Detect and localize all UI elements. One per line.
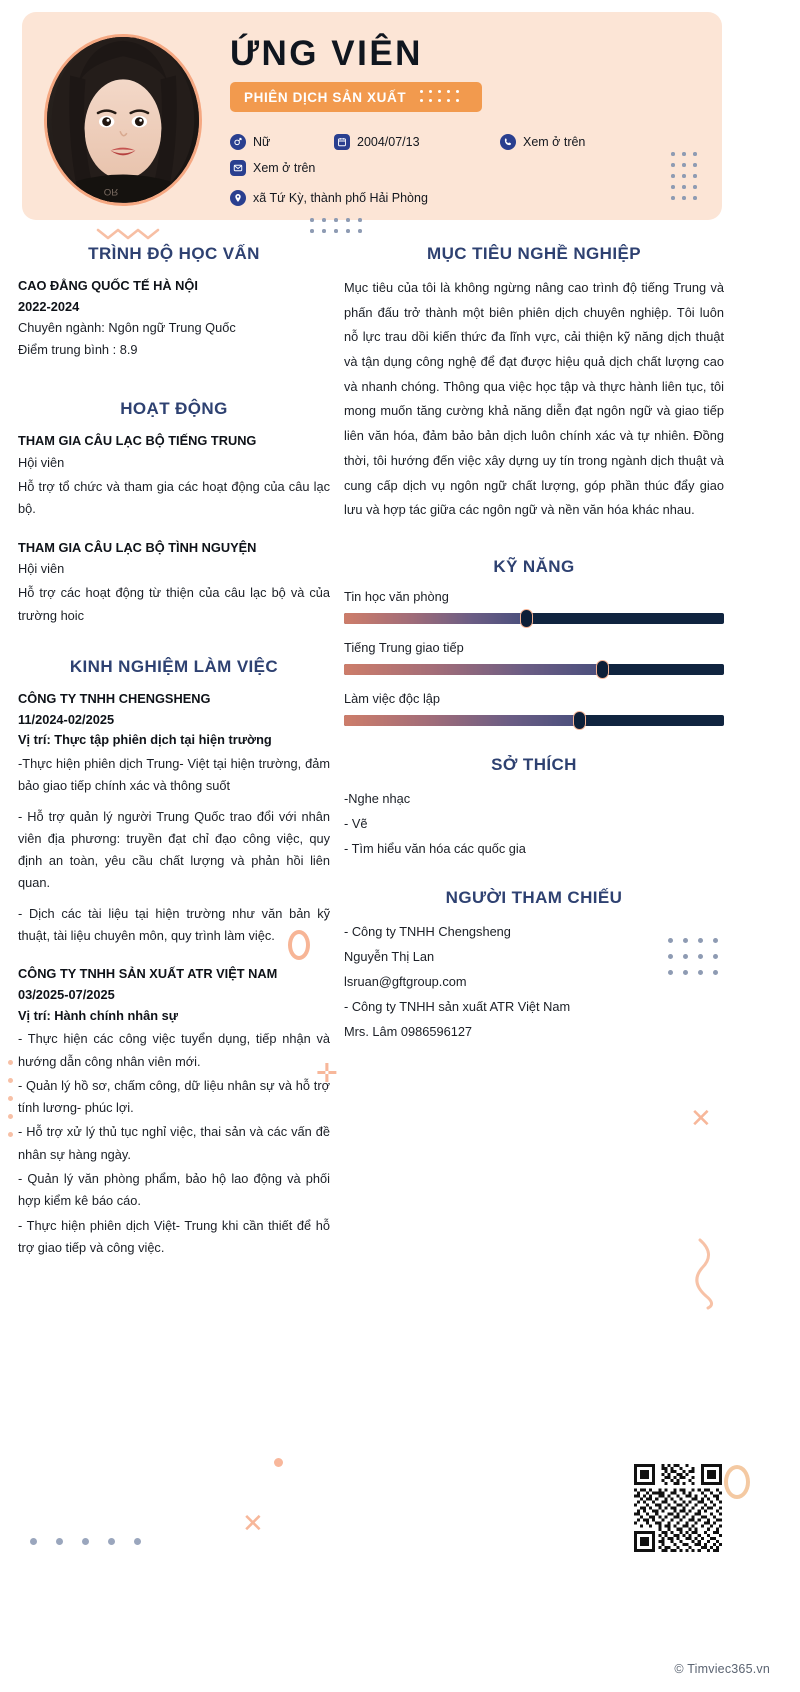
section-title-skills: KỸ NĂNG — [493, 556, 575, 576]
skill-label: Tin học văn phòng — [344, 588, 449, 604]
skill-fill — [344, 613, 526, 624]
experience-bullet: - Quản lý hồ sơ, chấm công, dữ liệu nhân sự và hỗ trợ tính lương- phúc lợi. — [18, 1077, 330, 1116]
svg-text:ЯO: ЯO — [103, 185, 119, 197]
activity-desc: Hỗ trợ các hoạt động từ thiện của câu lạc bộ và của trường hoic — [18, 585, 330, 623]
x-decoration-icon: ✕ — [242, 1508, 264, 1538]
circle-decoration-icon — [724, 1465, 750, 1499]
reference-line: Mrs. Lâm 0986596127 — [344, 1023, 473, 1039]
contact-birthday — [334, 134, 420, 150]
experience-bullet: - Quản lý văn phòng phẩm, bảo hộ lao động và phối hợp kiểm kê báo cáo. — [18, 1170, 330, 1209]
experience-bullet: - Hỗ trợ xử lý thủ tục nghỉ việc, thai sản và các vấn đề nhân sự hàng ngày. — [18, 1124, 330, 1162]
section-title-hobbies: SỞ THÍCH — [491, 754, 577, 774]
hobby-item: - Tìm hiểu văn hóa các quốc gia — [344, 840, 526, 856]
dots-decoration-icon — [30, 1538, 141, 1545]
activity-role: Hội viên — [18, 455, 65, 471]
objective-text: Mục tiêu của tôi là không ngừng nâng cao trình độ tiếng Trung và phấn đấu trở thành một biên phiên dịch chuyên nghiệp. Tôi luôn nỗ lực trau dồi kiến thức đa lĩnh vực, cải thiện kỹ năng dịch thuật và tận dụng công nghệ để đạt được hiệu quả dịch chất lượng cao và nhanh chóng. Thông qua việc học tập và thực hành liên tục, tôi mong muốn tăng cường khả năng diễn đạt ngôn ngữ và giao tiếp liên văn hóa, đảm bảo bản dịch luôn chính xác và tự nhiên. Đồng thời, tôi hướng đến việc xây dựng uy tín trong ngành dịch thuật và cung cấp dịch vụ ngôn ngữ chất lượng, góp phần thúc đẩy giao lưu và hợp tác giữa các ngôn ngữ và nền văn hóa khác nhau. — [344, 280, 724, 518]
skill-slider[interactable] — [344, 664, 724, 675]
page-title: ỨNG VIÊN — [230, 34, 423, 73]
dots-decoration-icon — [8, 1060, 13, 1137]
education-entry — [18, 276, 330, 361]
section-title-education: TRÌNH ĐỘ HỌC VẤN — [88, 244, 260, 263]
header-card — [22, 12, 722, 220]
footer-credit: © Timviec365.vn — [674, 1662, 770, 1676]
education-gpa: Điểm trung bình : 8.9 — [18, 342, 138, 358]
experience-position: Vị trí: Hành chính nhân sự — [18, 1007, 178, 1023]
location-pin-icon — [230, 190, 246, 206]
skill-handle[interactable] — [573, 711, 586, 730]
reference-line: lsruan@gftgroup.com — [344, 973, 467, 989]
experience-item — [18, 964, 330, 1259]
reference-line: Nguyễn Thị Lan — [344, 948, 435, 964]
education-school: CAO ĐẲNG QUỐC TẾ HÀ NỘI — [18, 278, 198, 293]
activity-name: THAM GIA CÂU LẠC BỘ TIẾNG TRUNG — [18, 433, 257, 449]
hobby-item: -Nghe nhạc — [344, 790, 411, 806]
email-value: Xem ở trên — [253, 161, 316, 175]
experience-company: CÔNG TY TNHH SẢN XUẤT ATR VIỆT NAM — [18, 966, 278, 982]
gender-icon — [230, 134, 246, 150]
education-major: Chuyên ngành: Ngôn ngữ Trung Quốc — [18, 320, 236, 336]
section-title-activities: HOẠT ĐỘNG — [120, 399, 228, 419]
reference-line: - Công ty TNHH sản xuất ATR Việt Nam — [344, 998, 571, 1014]
skill-handle[interactable] — [520, 609, 533, 628]
activity-name: THAM GIA CÂU LẠC BỘ TÌNH NGUYỆN — [18, 539, 257, 555]
skill-fill — [344, 715, 580, 726]
wave-decoration-icon — [692, 1238, 724, 1310]
skill-item — [344, 589, 724, 624]
right-column — [344, 244, 724, 1045]
avatar — [44, 34, 202, 206]
experience-position: Vị trí: Thực tập phiên dịch tại hiện trường — [18, 732, 272, 748]
experience-period: 11/2024-02/2025 — [18, 711, 115, 727]
left-column — [18, 244, 330, 1263]
experience-bullet: - Dịch các tài liệu tại hiện trường như văn bản kỹ thuật, tài liệu chuyên môn, quy trình làm việc. — [18, 905, 330, 943]
experience-bullet: - Thực hiện phiên dịch Việt- Trung khi cần thiết để hỗ trợ giao tiếp và công việc. — [18, 1217, 330, 1255]
activity-desc: Hỗ trợ tổ chức và tham gia các hoạt động của câu lạc bộ. — [18, 479, 330, 517]
skill-slider[interactable] — [344, 613, 724, 624]
hobby-item: - Vẽ — [344, 815, 368, 831]
skill-label: Tiếng Trung giao tiếp — [344, 639, 464, 655]
badge-dots-icon — [420, 90, 462, 105]
activity-item — [18, 431, 330, 520]
gender-value: Nữ — [253, 135, 271, 149]
skill-label: Làm việc độc lập — [344, 690, 441, 706]
skill-item — [344, 691, 724, 726]
x-decoration-icon: ✕ — [690, 1103, 712, 1133]
contact-email[interactable] — [230, 160, 315, 176]
contact-phone[interactable] — [500, 134, 585, 150]
skill-slider[interactable] — [344, 715, 724, 726]
contact-address — [230, 190, 428, 206]
experience-bullet: - Hỗ trợ quản lý người Trung Quốc trao đổi với nhân viên địa phương: truyền đạt chỉ đạo công việc, quy định an toàn, yêu cầu chất lượng và phản hồi liên quan. — [18, 808, 330, 891]
address-value: xã Tứ Kỳ, thành phố Hải Phòng — [253, 191, 428, 205]
phone-icon — [500, 134, 516, 150]
skill-item — [344, 640, 724, 675]
phone-value: Xem ở trên — [523, 135, 586, 149]
calendar-icon — [334, 134, 350, 150]
qr-code-image — [634, 1464, 722, 1552]
education-years: 2022-2024 — [18, 298, 80, 314]
skill-handle[interactable] — [596, 660, 609, 679]
experience-period: 03/2025-07/2025 — [18, 986, 115, 1002]
section-title-references: NGƯỜI THAM CHIẾU — [445, 887, 623, 907]
plus-decoration-icon: ✛ — [316, 1058, 338, 1088]
reference-line: - Công ty TNHH Chengsheng — [344, 923, 511, 939]
activity-role: Hội viên — [18, 561, 65, 577]
experience-company: CÔNG TY TNHH CHENGSHENG — [18, 690, 211, 706]
experience-bullet: - Thực hiện các công việc tuyển dụng, tiếp nhận và hướng dẫn công nhân viên mới. — [18, 1031, 330, 1069]
activity-item — [18, 538, 330, 627]
zigzag-decoration-icon — [96, 226, 162, 242]
envelope-icon — [230, 160, 246, 176]
dot-decoration-icon — [274, 1458, 283, 1467]
avatar-photo — [47, 37, 199, 202]
qr-code[interactable] — [634, 1464, 722, 1552]
skill-fill — [344, 664, 602, 675]
experience-bullet: -Thực hiện phiên dịch Trung- Việt tại hiện trường, đảm bảo giao tiếp chính xác và thông suốt — [18, 756, 330, 794]
job-title-label: PHIÊN DỊCH SẢN XUẤT — [244, 89, 407, 105]
dots-decoration-icon — [310, 218, 370, 240]
job-title-badge — [230, 82, 482, 112]
birthday-value: 2004/07/13 — [357, 135, 420, 149]
header-dots-decoration-icon — [671, 152, 704, 207]
section-title-objective: MỤC TIÊU NGHỀ NGHIỆP — [427, 244, 641, 263]
contact-gender — [230, 134, 270, 150]
experience-item — [18, 689, 330, 947]
section-title-experience: KINH NGHIỆM LÀM VIỆC — [69, 656, 279, 676]
